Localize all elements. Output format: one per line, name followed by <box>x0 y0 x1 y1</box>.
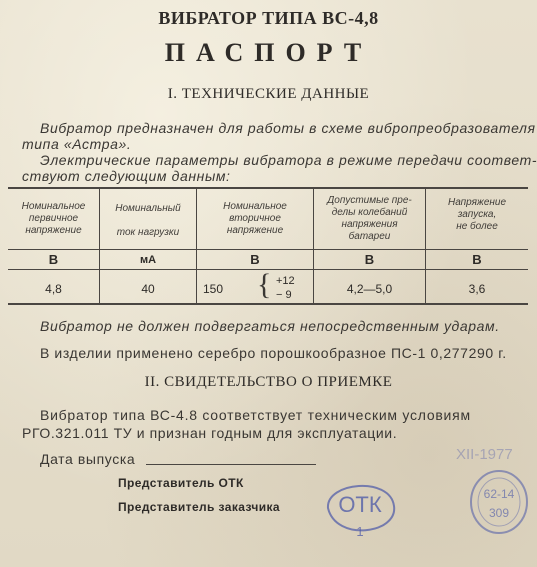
table-header-rule <box>8 249 528 250</box>
otk-stamp-text: ОТК <box>338 492 382 517</box>
purpose-line-2: типа «Астра». <box>22 136 132 152</box>
value-battery-range: 4,2—5,0 <box>346 282 393 296</box>
acceptance-line-2: РГО.321.011 ТУ и признан годным для эксплуатации. <box>22 425 398 441</box>
date-stamp <box>452 442 534 466</box>
date-stamp-text: XII-1977 <box>456 446 513 463</box>
round-stamp-top: 62-14 <box>483 487 515 501</box>
value-load-current: 40 <box>141 282 155 296</box>
value-primary-voltage: 4,8 <box>45 282 62 296</box>
purpose-line-1: Вибратор предназначен для работы в схеме вибропреобразователя <box>40 120 536 136</box>
unit-start-voltage: В <box>472 252 482 267</box>
release-date-label: Дата выпуска <box>40 451 136 467</box>
value-tolerance-plus: +12 <box>276 275 295 287</box>
note-shock: Вибратор не должен подвергаться непосредственным ударам. <box>40 318 500 334</box>
unit-battery-tolerance: В <box>364 252 375 267</box>
value-start-voltage: 3,6 <box>468 282 486 296</box>
section2-heading: II. СВИДЕТЕЛЬСТВО О ПРИЕМКЕ <box>144 374 393 390</box>
customer-representative-label: Представитель заказчика <box>118 500 280 514</box>
passport-heading: ПАСПОРТ <box>164 38 373 67</box>
unit-load-current: мА <box>139 254 157 266</box>
table-bottom-rule <box>8 303 528 305</box>
note-silver: В изделии применено серебро порошкообразное ПС-1 0,277290 г. <box>40 345 507 361</box>
section1-heading: I. ТЕХНИЧЕСКИЕ ДАННЫЕ <box>167 86 370 102</box>
params-line-2: ствуют следующим данным: <box>22 168 231 184</box>
round-stamp <box>466 468 532 538</box>
value-secondary-voltage: 150 <box>203 282 224 296</box>
header-primary-voltage: Номинальное первичное напряжение <box>21 201 86 236</box>
header-load-current: Номинальный ток нагрузки <box>115 203 181 238</box>
header-battery-tolerance: Допустимые пре- делы колебаний напряжения батареи <box>327 195 412 242</box>
header-start-voltage: Напряжение запуска, не более <box>447 197 507 232</box>
otk-stamp <box>318 468 402 548</box>
document-title: ВИБРАТОР ТИПА ВС-4,8 <box>158 8 379 28</box>
unit-secondary-voltage: В <box>250 252 260 267</box>
unit-primary-voltage: В <box>48 252 59 267</box>
acceptance-line-1: Вибратор типа ВС-4.8 соответствует техническим условиям <box>40 407 471 423</box>
otk-representative-label: Представитель ОТК <box>118 476 244 490</box>
table-top-rule <box>8 187 528 189</box>
round-stamp-bottom: 309 <box>488 506 510 520</box>
params-line-1: Электрические параметры вибратора в режиме передачи соответ- <box>40 152 537 168</box>
header-secondary-voltage: Номинальное вторичное напряжение <box>223 201 287 236</box>
release-date-line <box>146 464 316 465</box>
tolerance-brace: { <box>257 268 272 301</box>
value-tolerance-minus: − 9 <box>276 289 292 301</box>
otk-stamp-mark: 1 <box>356 524 364 539</box>
